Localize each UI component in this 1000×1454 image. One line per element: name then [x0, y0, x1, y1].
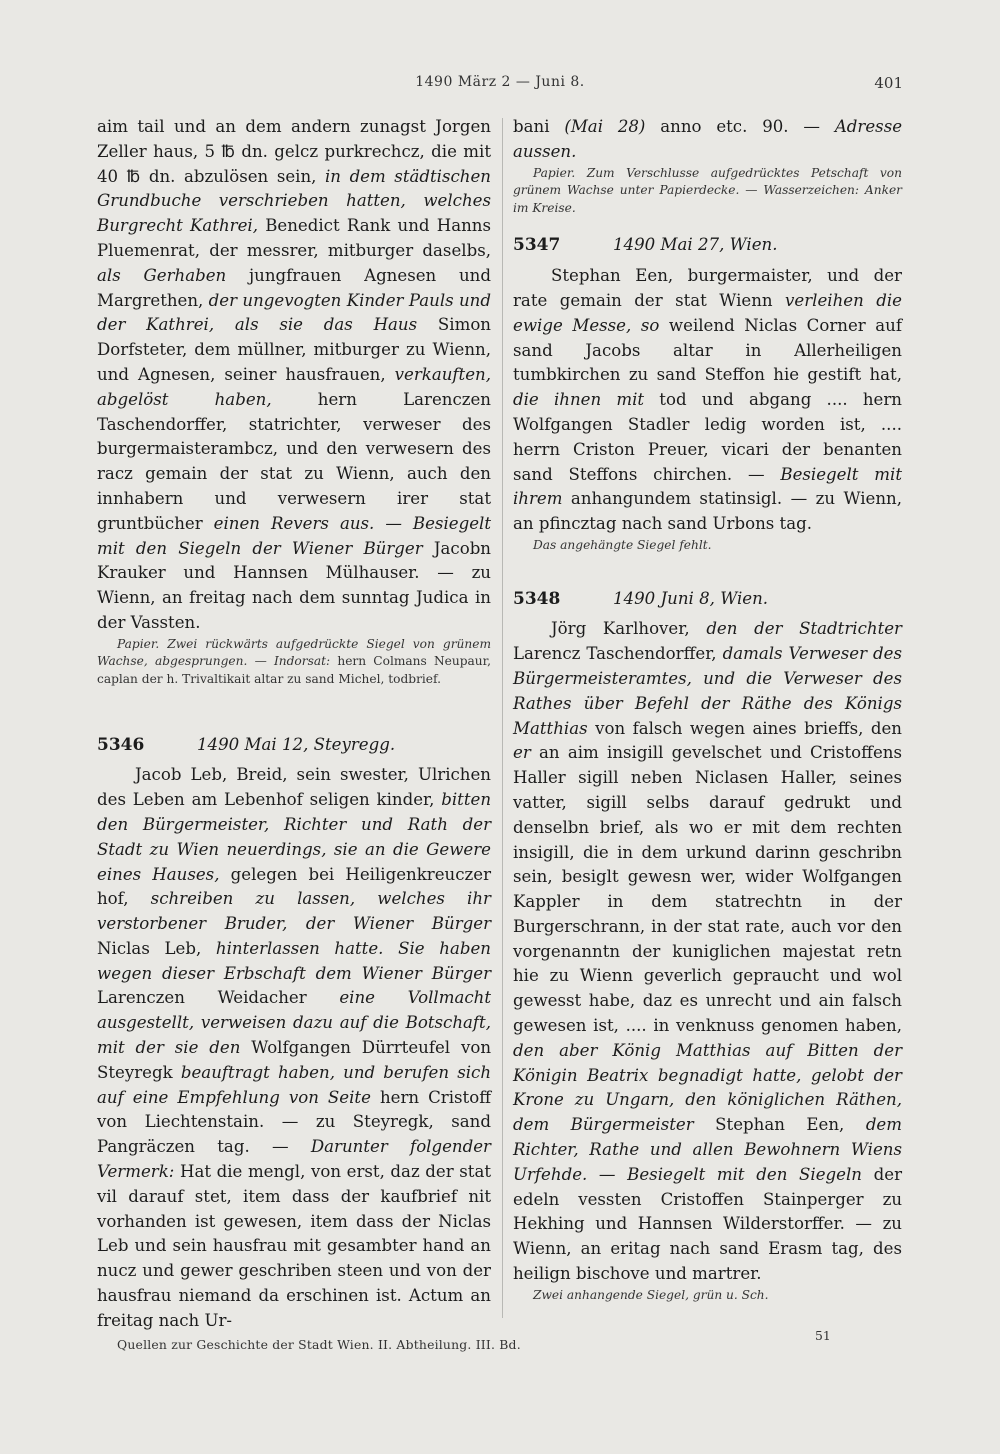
text-run-italic: den der Stadtrichter: [706, 619, 902, 639]
text-run-italic: bitten den Bürgermeister, Richter und Rath der Stadt zu Wien neuerdings, sie an die Gewere eines Hauses,: [97, 790, 492, 884]
entry-number: 5346: [97, 734, 145, 755]
text-run-italic: Darunter folgender Vermerk:: [97, 1137, 491, 1182]
text-run-italic: hinterlassen hatte. Sie haben wegen dieser Erbschaft dem Wiener Bürger: [97, 938, 491, 983]
text-run-italic: verleihen die ewige Messe, so: [513, 290, 902, 335]
entry-text-5347: [513, 264, 902, 537]
note-run: hern Colmans Neupaur, caplan der h. Trivaltikait altar zu sand Michel, todbrief.: [97, 654, 491, 686]
page-number: 401: [874, 74, 903, 92]
text-run: weilend Niclas Corner auf sand Jacobs altar in Allerheiligen tumbkirchen zu sand Steffon hie gestift hat,: [513, 315, 902, 385]
text-run-italic: dem Richter, Rathe und allen Bewohnern Wiens Urfehde. — Besiegelt mit den Siegeln: [513, 1115, 902, 1184]
text-run: hern Cristoff von Liechtenstain. — zu Steyregk, sand Pangräczen tag. —: [97, 1087, 491, 1157]
text-run: aim tail und an dem andern zunagst Jorgen Zeller haus, 5 ℔ dn. gelcz purkrechcz, die mit 40 ℔ dn. abzulösen sein,: [97, 117, 491, 186]
entry-header-5346: [97, 733, 491, 758]
footer-source-line: Quellen zur Geschichte der Stadt Wien. II. Abtheilung. III. Bd.: [117, 1337, 521, 1352]
entry-text-5348: [513, 617, 902, 1287]
text-run: bani: [513, 117, 550, 136]
text-run: Stephan Een,: [715, 1115, 845, 1135]
text-run-italic: eine Vollmacht ausgestellt, verweisen dazu auf die Botschaft, mit der sie den: [97, 988, 491, 1058]
text-run: gelegen bei Heiligenkreuczer hof,: [97, 864, 492, 909]
text-run: Jacobn Krauker und Hannsen Mülhauser. — zu Wienn, an freitag nach dem sunntag Judica in der Vassten.: [97, 538, 491, 632]
left-column: [97, 115, 491, 1334]
text-run: Hat die mengl, von erst, daz der stat vil darauf stet, item dass der kaufbrief nit vorhanden ist gewesen, item dass der Niclas Leb und sein hausfrau mit gesambter hand an nucz und gewer geschriben steen und von der hausfrau niemand da erschinen ist. Actum an freitag nach Ur-: [97, 1162, 492, 1330]
text-run: Simon Dorfsteter, dem müllner, mitburger zu Wienn, und Agnesen, seiner hausfrauen,: [97, 315, 491, 384]
text-run-italic: den aber König Matthias auf Bitten der Königin Beatrix begnadigt hatte, gelobt der Krone zu Ungarn, den königlichen Räthen, dem Bürgermeister: [513, 1040, 902, 1135]
text-run: von falsch wegen aines brieffs, den: [595, 718, 902, 738]
source-note: Papier. Zum Verschlusse aufgedrücktes Petschaft von grünem Wachse unter Papierdecke. — Wasserzeichen: Anker im Kreise.: [513, 165, 902, 215]
continued-entry-text: [513, 115, 902, 165]
text-run: jungfrauen Agnesen und Margrethen,: [97, 265, 491, 310]
text-run: anhangundem statinsigl. — zu Wienn, an pfincztag nach sand Urbons tag.: [513, 489, 902, 534]
note-run-italic: Papier. Zwei rückwärts aufgedrückte Siegel von grünem Wachse, abgesprungen. — Indorsat:: [97, 636, 491, 669]
text-run-italic: Besiegelt mit ihrem: [513, 464, 902, 509]
text-run-italic: beauftragt haben, und berufen sich auf eine Empfehlung von Seite: [97, 1062, 492, 1107]
entry-header-5348: [513, 587, 902, 612]
text-run: Niclas Leb,: [97, 938, 202, 958]
column-divider: [502, 118, 503, 1318]
text-run-italic: Adresse aussen.: [513, 117, 903, 161]
entry-date: 1490 Juni 8, Wien.: [613, 588, 769, 608]
running-head: 1490 März 2 — Juni 8.: [415, 74, 585, 90]
text-run: Benedict Rank und Hanns Pluemenrat, der messrer, mitburger daselbs,: [97, 216, 492, 260]
entry-number: 5347: [513, 235, 561, 256]
source-note: [97, 636, 491, 689]
entry-number: 5348: [513, 588, 561, 609]
seal-note: Das angehängte Siegel fehlt.: [533, 537, 712, 552]
text-run: an aim insigill gevelschet und Cristoffens Haller sigill neben Niclasen Haller, seines vatter, sigill selbs darauf gedrukt und denselbn brief, als wo er mit dem rechten insigill, die in dem urkund darinn geschribn sein, besiglt gewesn wer, wider Wolfgangen Kappler in dem statrechtn in der Burgerschrann, in der stat rate, auch vor den vorgenanntn der kuniglichen majestat retn hie zu Wienn geverlich gepraucht und wol gewesst habe, daz es unrecht und ain falsch gewesen ist, .... in venknuss genomen haben,: [513, 743, 902, 1036]
text-run-italic: der ungevogten Kinder Pauls und der Kathrei, als sie das Haus: [97, 290, 491, 335]
text-run-italic: verkauften, abgelöst haben,: [97, 364, 491, 409]
entry-text-5346: [97, 763, 491, 1333]
text-run-italic: schreiben zu lassen, welches ihr verstorbener Bruder, der Wiener Bürger: [97, 889, 491, 934]
text-run: Larenczen Weidacher: [97, 988, 307, 1008]
entry-date: 1490 Mai 27, Wien.: [613, 235, 778, 255]
text-run-italic: einen Revers aus. — Besiegelt mit den Siegeln der Wiener Bürger: [97, 513, 491, 558]
text-run-italic: er: [513, 743, 531, 763]
text-run-italic: in dem städtischen Grundbuche verschrieben hatten, welches Burgrecht Kathrei,: [97, 166, 491, 236]
text-run: anno etc. 90. —: [660, 117, 820, 136]
entry-date: 1490 Mai 12, Steyregg.: [197, 734, 396, 754]
text-run: tod und abgang .... hern Wolfgangen Stadler ledig worden ist, .... herrn Criston Preuer, vicari der benanten sand Steffons chirchen. —: [513, 390, 902, 484]
right-column: [513, 115, 902, 1304]
text-run: Jacob Leb, Breid, sein swester, Ulrichen des Leben am Lebenhof seligen kinder,: [97, 765, 491, 810]
text-run: Larencz Taschendorffer,: [513, 644, 717, 664]
signature-mark: 51: [815, 1328, 831, 1343]
text-run-italic: (Mai 28): [564, 117, 646, 136]
text-run: der edeln vessten Cristoffen Stainperger zu Hekhing und Hannsen Wilderstorffer. — zu Wienn, an eritag nach sand Erasm tag, des heilign bischove und martrer.: [513, 1164, 902, 1284]
entry-header-5347: [513, 233, 902, 258]
text-run: Stephan Een, burgermaister, und der rate gemain der stat Wienn: [513, 266, 902, 310]
text-run-italic: damals Verweser des Bürgermeisteramtes, und die Verweser des Rathes über Befehl der Räthe des Königs Matthias: [513, 644, 902, 738]
continued-entry-text: [97, 115, 491, 636]
text-run: Jörg Karlhover,: [551, 619, 690, 639]
seal-note: Zwei anhangende Siegel, grün u. Sch.: [533, 1287, 769, 1302]
text-run-italic: als Gerhaben: [97, 265, 227, 285]
text-run: Wolfgangen Dürrteufel von Steyregk: [97, 1038, 492, 1082]
text-run: hern Larenczen Taschendorffer, statrichter, verweser des burgermaisterambcz, und den verwesern des racz gemain der stat zu Wienn, auch den innhabern und verwesern irer stat gruntbücher: [97, 389, 491, 533]
text-run-italic: die ihnen mit: [513, 390, 645, 410]
